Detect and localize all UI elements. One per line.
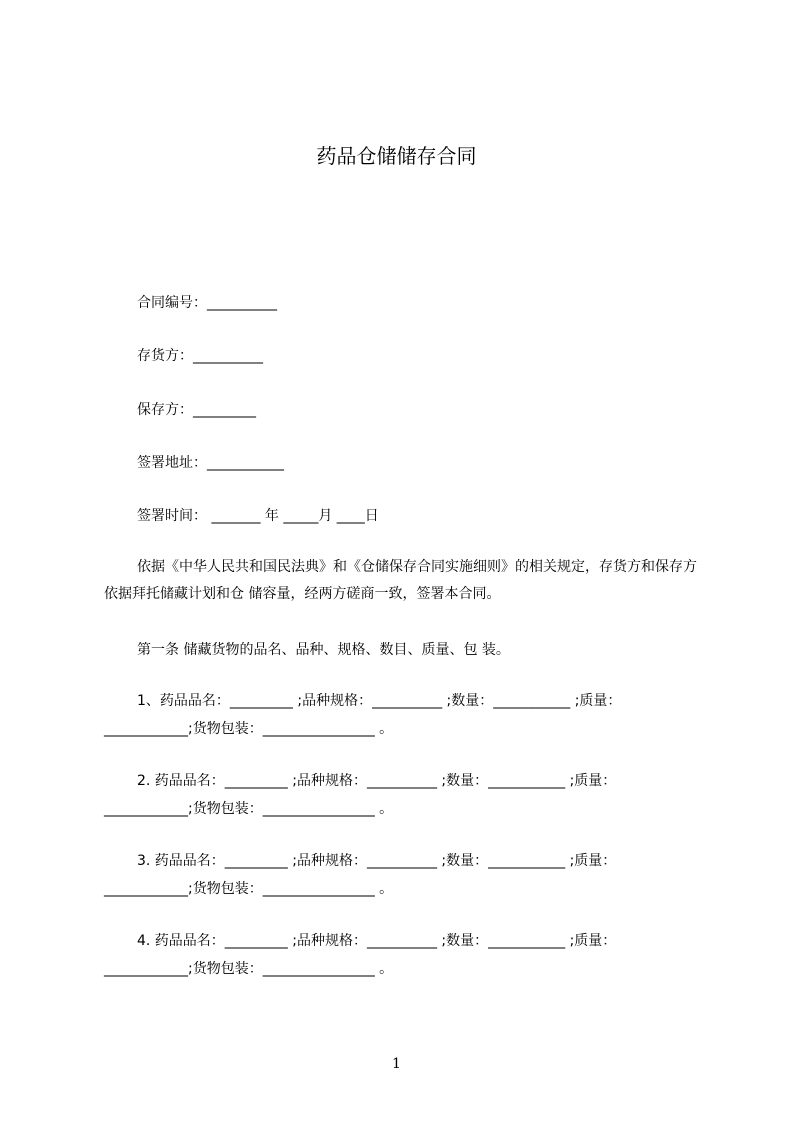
page-number: 1 [392,1056,401,1072]
goods-item-4 [104,927,704,983]
goods-item-3 [104,847,704,903]
intro-text: 依据《中华人民共和国民法典》和《仓储保存合同实施细则》的相关规定，存货方和保存方依据拜托储藏计划和仓 储容量，经两方磋商一致，签署本合同。 [104,559,697,602]
goods-item-4-text: 4. 药品品名：_________ ;品种规格：__________ ;数量：___________ ;质量：____________;货物包装：________________ 。 [104,933,617,977]
article-1-heading: 第一条 储藏货物的品名、品种、规格、数目、质量、包 装。 [137,642,510,658]
depositor-field: 存货方：__________ [137,348,263,364]
contract-number-field: 合同编号：__________ [137,295,277,311]
document-title: 药品仓储储存合同 [316,144,477,168]
sign-place-field: 签署地址：___________ [137,455,284,471]
goods-item-2-text: 2. 药品品名：_________ ;品种规格：__________ ;数量：___________ ;质量：____________;货物包装：________________ 。 [104,773,617,817]
goods-item-2 [104,767,704,823]
keeper-field: 保存方：_________ [137,402,256,418]
sign-time-field: 签署时间： _______ 年 _____月 ____日 [137,508,379,524]
intro-paragraph [104,554,704,608]
goods-item-1-text: 1、药品品名：_________ ;品种规格：__________ ;数量：___________ ;质量：____________;货物包装：________________ 。 [104,693,622,737]
goods-item-1 [104,687,704,743]
goods-item-3-text: 3. 药品品名：_________ ;品种规格：__________ ;数量：___________ ;质量：____________;货物包装：________________ 。 [104,853,617,897]
